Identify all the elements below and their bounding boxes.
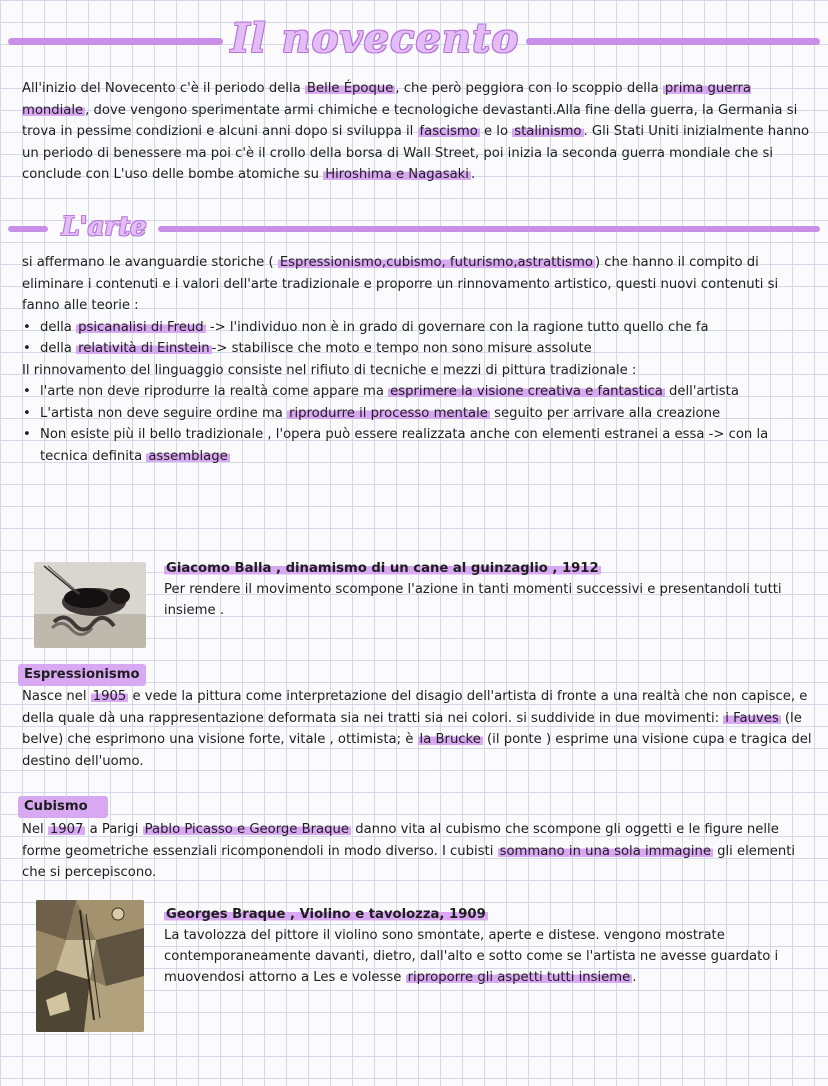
- balla-painting-image: [34, 562, 146, 648]
- intro-text: All'inizio del Novecento c'è il periodo della: [22, 81, 305, 96]
- highlight-1905: 1905: [92, 689, 127, 704]
- intro-text: , che però peggiora con lo scoppio della: [395, 81, 663, 96]
- arte-content: [22, 252, 812, 467]
- intro-text: . Gli Stati Uniti inizialmente hanno un periodo di benessere ma poi c'è il crollo della borsa di Wall Street, poi inizia la seconda guerra mondiale che si conclude con L'uso delle bombe atomiche su: [22, 124, 810, 182]
- highlight-fascismo: fascismo: [419, 124, 478, 139]
- highlight-prima-guerra: prima guerra mondiale: [22, 81, 752, 118]
- artwork-2-description: La tavolozza del pittore il violino sono smontate, aperte e distese. vengono mostrate contemporaneamente davanti, dietro, dall'alto e sotto come se l'artista ne avesse guardato i muovendosi attorno a Les e volesse riproporre gli aspetti tutti insieme .: [164, 928, 779, 985]
- section-header-arte: [8, 208, 820, 248]
- highlight-assemblage: assemblage: [148, 448, 228, 464]
- highlight-riproporre: riproporre gli aspetti tutti insieme: [407, 970, 631, 985]
- espressionismo-paragraph: Nasce nel 1905 e vede la pittura come interpretazione del disagio dell'artista di fronte a una realtà che non capisce, e della quale dà una rappresentazione deformata sia nei tratti sia nei colori. si suddivide in due movimenti: i Fauves (le belve) che esprimono una visione forte, vitale , ottimista; è la Brucke (il ponte ) esprime una visione cupa e tragica del destino dell'uomo.: [22, 689, 812, 769]
- list-item: • L'artista non deve seguire ordine ma riprodurre il processo mentale seguito per arrivare alla creazione: [22, 403, 812, 425]
- title-row: [8, 14, 820, 66]
- list-item: • l'arte non deve riprodurre la realtà come appare ma esprimere la visione creativa e fantastica dell'artista: [22, 381, 812, 403]
- title-divider-right: [526, 38, 820, 45]
- highlight-hiroshima: Hiroshima e Nagasaki: [325, 167, 469, 182]
- artwork-2: [164, 904, 814, 988]
- espressionismo-label: Espressionismo: [18, 664, 146, 686]
- artwork-2-caption: Georges Braque , Violino e tavolozza, 1909: [166, 907, 486, 922]
- intro-paragraph: [22, 78, 812, 186]
- intro-text: e lo: [479, 124, 513, 139]
- intro-text: .: [470, 167, 476, 182]
- title-divider-left: [8, 38, 223, 45]
- highlight-brucke: la Brucke: [419, 732, 481, 747]
- arte-paragraph-2: Il rinnovamento del linguaggio consiste nel rifiuto di tecniche e mezzi di pittura tradizionale :: [22, 362, 637, 378]
- artwork-1-caption: Giacomo Balla , dinamismo di un cane al guinzaglio , 1912: [166, 561, 599, 576]
- highlight-belle-epoque: Belle Époque: [306, 81, 394, 96]
- rinnovamento-list: [22, 381, 812, 467]
- braque-painting-image: [36, 900, 144, 1032]
- cubismo-label: Cubismo: [18, 796, 108, 818]
- artwork-1-description: Per rendere il movimento scompone l'azione in tanti momenti successivi e presentandoli tutti insieme .: [164, 582, 782, 618]
- highlight-freud: psicanalisi di Freud: [78, 319, 204, 335]
- highlight-processo: riprodurre il processo mentale: [289, 405, 488, 421]
- list-item: • della psicanalisi di Freud -> l'individuo non è in grado di governare con la ragione tutto quello che fa: [22, 317, 812, 339]
- arte-paragraph-1: si affermano le avanguardie storiche ( Espressionismo,cubismo, futurismo,astrattismo ) che hanno il compito di eliminare i contenuti e i valori dell'arte tradizionale e proporre un rinnovamento artistico, questi nuovi contenuti si fanno alle teorie :: [22, 255, 779, 313]
- artwork-1: [164, 558, 814, 621]
- section-title: L'arte: [61, 212, 147, 242]
- highlight-visione: esprimere la visione creativa e fantastica: [390, 384, 663, 399]
- list-item: • della relatività di Einstein -> stabilisce che moto e tempo non sono misure assolute: [22, 338, 812, 360]
- highlight-stalinismo: stalinismo: [514, 124, 582, 139]
- highlight-1907: 1907: [49, 822, 84, 837]
- highlight-fauves: i Fauves: [725, 710, 779, 726]
- intro-text: , dove vengono sperimentate armi chimiche e tecnologiche devastanti.Alla fine della guerra, la Germania si trova in pessime condizioni e alcuni anni dopo si sviluppa il: [22, 102, 798, 139]
- theory-list: [22, 317, 812, 360]
- section-divider-right: [158, 226, 820, 232]
- page-title: Il novecento: [230, 15, 520, 62]
- cubismo-paragraph: Nel 1907 a Parigi Pablo Picasso e George Braque danno vita al cubismo che scompone gli oggetti e le figure nelle forme geometriche essenziali ricomponendoli in modo diverso. I cubisti sommano in una sola immagine gli elementi che si percepiscono.: [22, 822, 796, 880]
- highlight-picasso-braque: Pablo Picasso e George Braque: [144, 822, 349, 837]
- highlight-avanguardie: Espressionismo,cubismo, futurismo,astrattismo: [279, 255, 593, 270]
- list-item: • Non esiste più il bello tradizionale , l'opera può essere realizzata anche con elementi estranei a essa -> con la tecnica definita assemblage: [22, 424, 812, 467]
- highlight-sommano: sommano in una sola immagine: [499, 843, 711, 859]
- highlight-einstein: relatività di Einstein: [78, 341, 210, 356]
- section-divider-left: [8, 226, 48, 232]
